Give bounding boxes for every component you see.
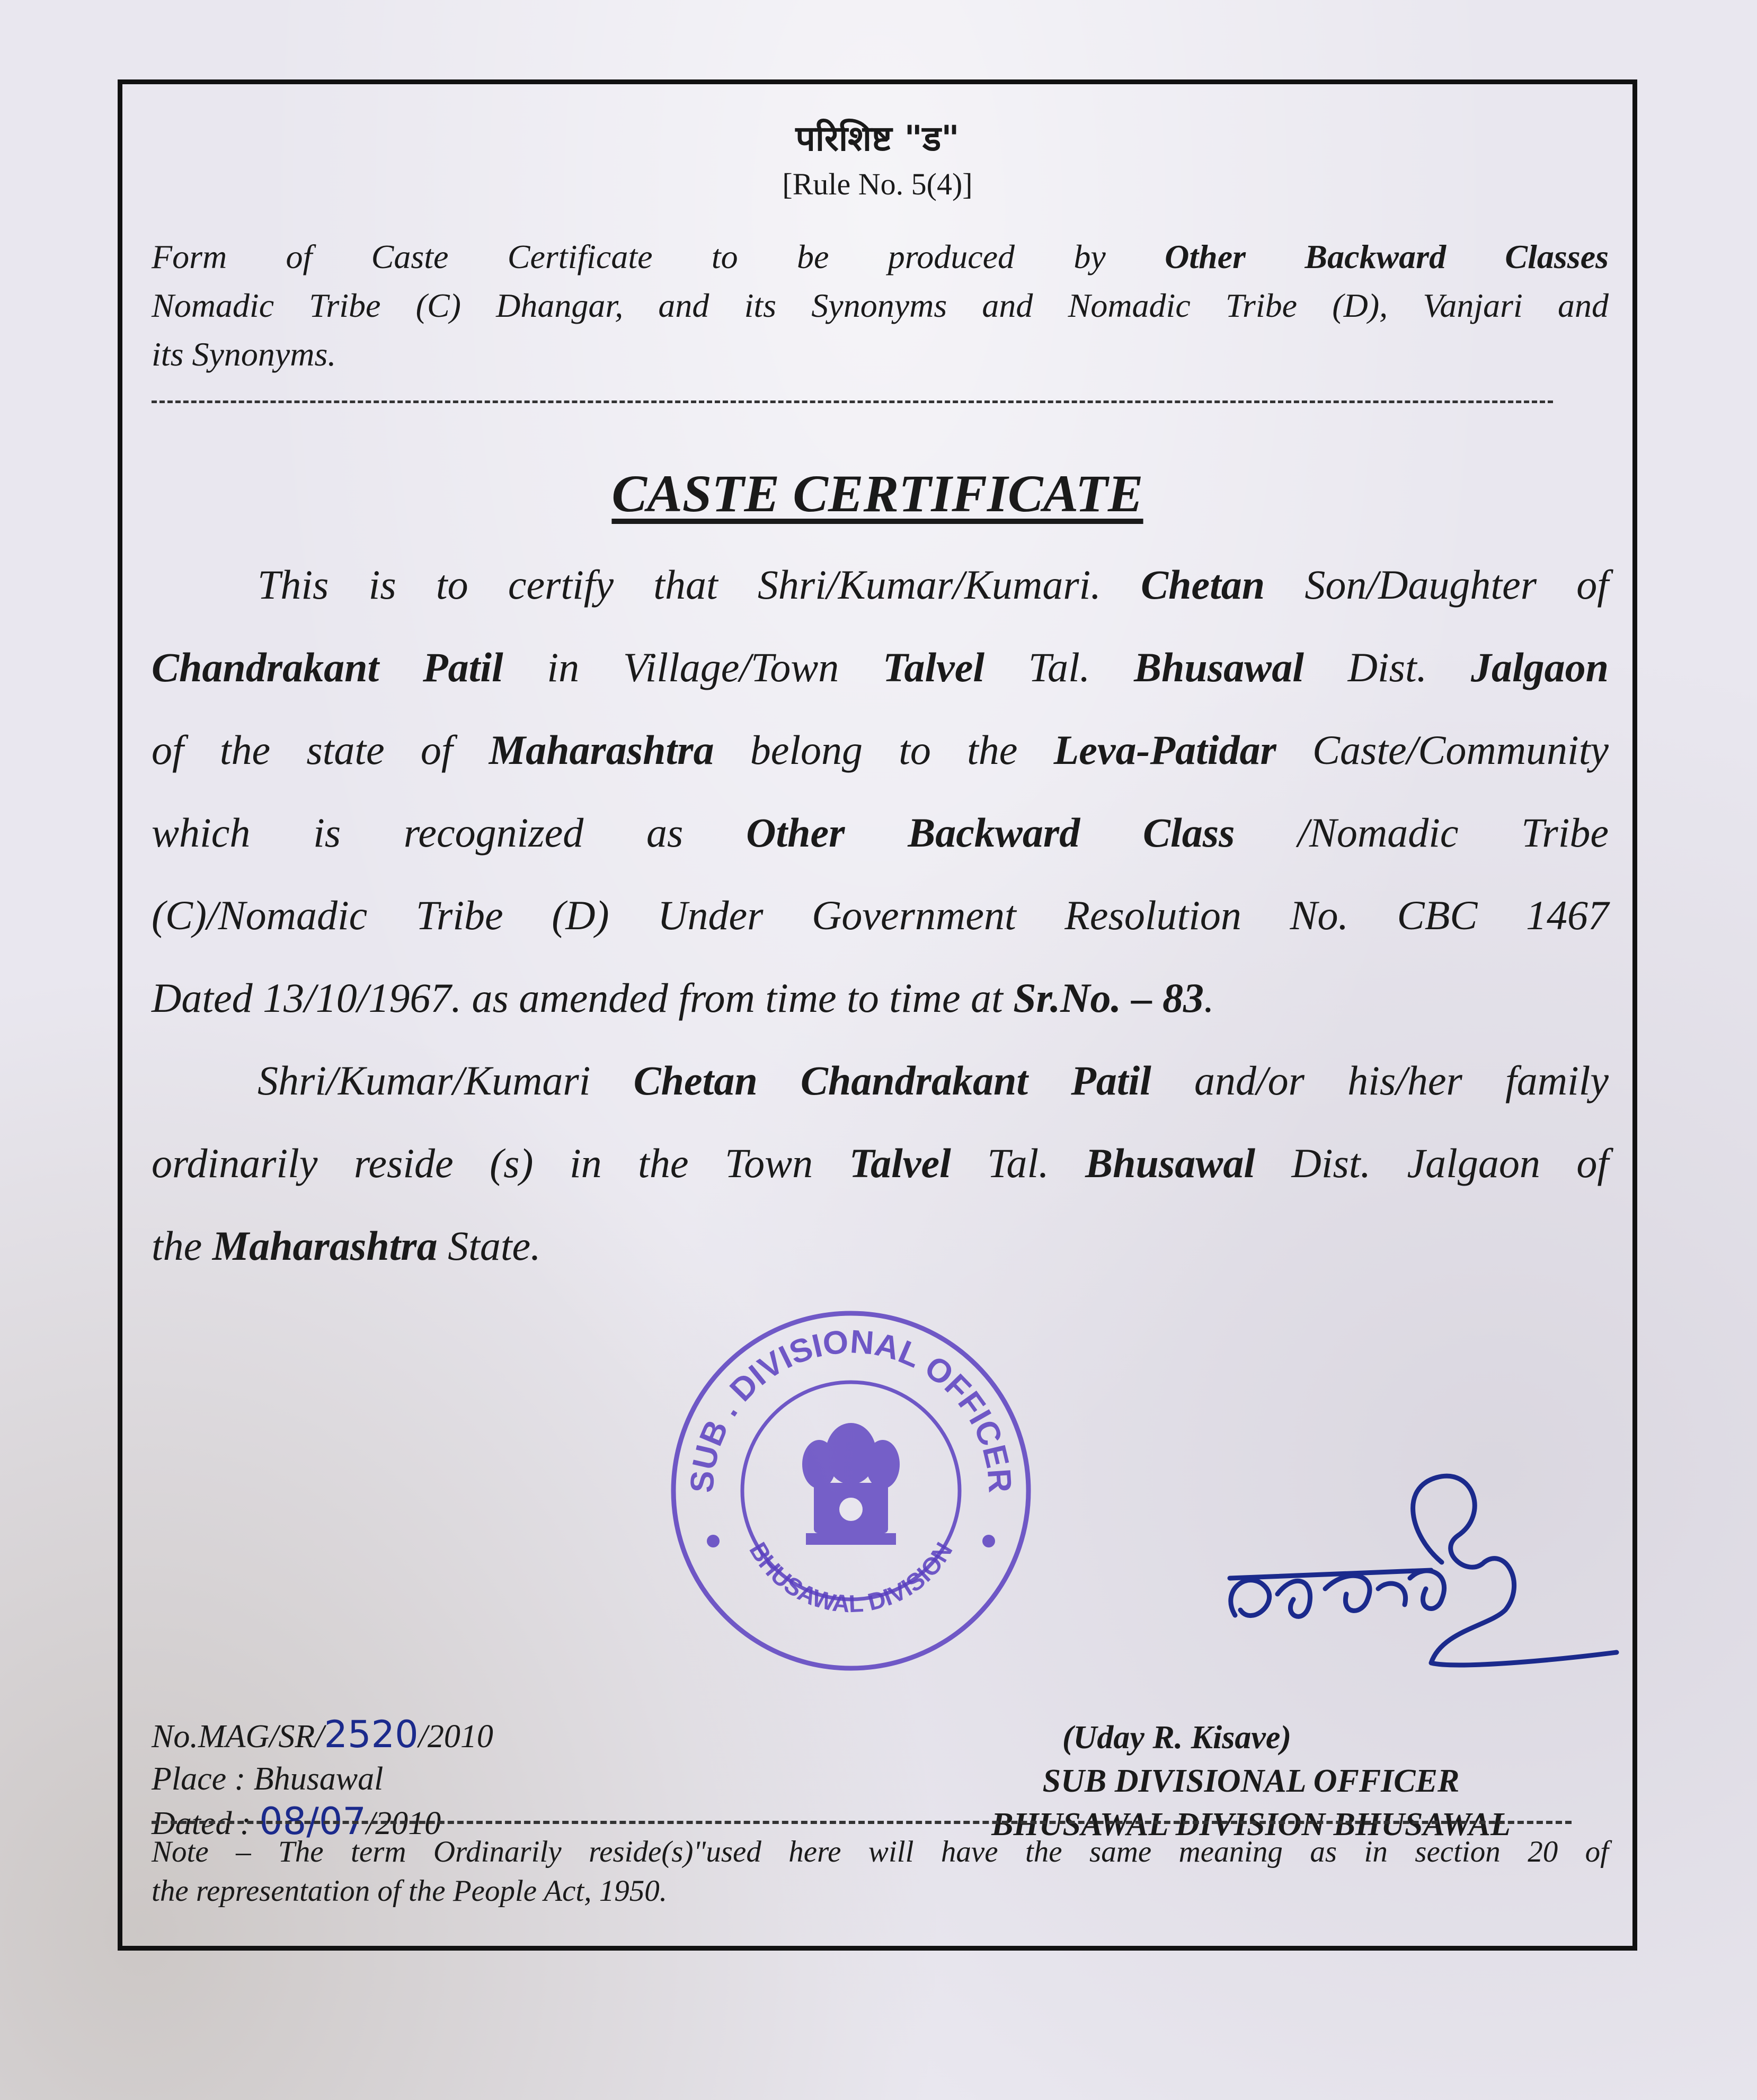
certificate-border	[118, 79, 1637, 1951]
body-text: .	[1204, 975, 1214, 1021]
reference-block	[152, 1713, 493, 1845]
form-description-line-1	[152, 233, 1609, 281]
serial-number: Sr.No. – 83	[1013, 975, 1204, 1021]
signatory-designation: SUB DIVISIONAL OFFICER	[1042, 1763, 1460, 1799]
father-name: Chandrakant Patil	[152, 644, 503, 690]
form-description-line-3: its Synonyms.	[152, 335, 336, 373]
body-text: and/or his/her family	[1151, 1057, 1609, 1104]
dated-handwritten: 08/07	[259, 1800, 366, 1843]
national-emblem-icon	[802, 1423, 900, 1545]
body-text: Tal.	[951, 1140, 1086, 1186]
certificate-title: CASTE CERTIFICATE	[611, 464, 1143, 523]
note-line-1: Note – The term Ordinarily reside(s)"used here will have the same meaning as in section 20 of	[152, 1835, 1609, 1868]
body-line-5	[152, 892, 1609, 939]
official-seal-stamp	[660, 1300, 1042, 1681]
category-name: Other Backward Class	[746, 809, 1235, 856]
appendix-title: परिशिष्ट "ड"	[795, 118, 960, 159]
body-text: in Village/Town	[503, 644, 883, 690]
state-name: Maharashtra	[212, 1223, 438, 1269]
body-text: Dist. Jalgaon of	[1255, 1140, 1609, 1186]
signature-image	[1187, 1456, 1622, 1679]
stamp-top-text: SUB . DIVISIONAL OFFICER	[684, 1323, 1018, 1494]
body-text: /Nomadic Tribe	[1235, 809, 1609, 856]
body-text: the	[152, 1223, 212, 1269]
certificate-body	[152, 561, 1609, 1303]
rule-number: [Rule No. 5(4)]	[782, 167, 973, 201]
reference-number-handwritten: 2520	[324, 1713, 419, 1756]
body-line-9	[152, 1222, 541, 1270]
body-line-3	[152, 726, 1609, 774]
form-description-bold: Other Backward Classes	[1165, 238, 1609, 275]
body-text: of the state of	[152, 727, 489, 773]
body-line-2	[152, 644, 1609, 691]
body-line-8	[152, 1140, 1609, 1187]
holder-full-name: Chetan Chandrakant Patil	[633, 1057, 1151, 1104]
body-text: Tal.	[984, 644, 1134, 690]
village-name: Talvel	[883, 644, 985, 690]
taluka-name: Bhusawal	[1085, 1140, 1255, 1186]
stamp-bottom-text: BHUSAWAL DIVISION	[744, 1537, 958, 1618]
header-divider	[152, 401, 1553, 403]
body-text: belong to the	[714, 727, 1054, 773]
body-text: Shri/Kumar/Kumari	[258, 1057, 634, 1104]
body-text: State.	[437, 1223, 541, 1269]
place-label: Place : Bhusawal	[152, 1761, 384, 1797]
body-line-1	[258, 561, 1609, 609]
body-text: ordinarily reside (s) in the Town	[152, 1140, 849, 1186]
town-name: Talvel	[849, 1140, 951, 1186]
form-description-line-2: Nomadic Tribe (C) Dhangar, and its Synonyms and Nomadic Tribe (D), Vanjari and	[152, 287, 1609, 324]
body-text: Caste/Community	[1276, 727, 1609, 773]
body-line-4	[152, 809, 1609, 857]
footer-divider	[152, 1821, 1572, 1824]
note-line-2: the representation of the People Act, 1950.	[152, 1874, 668, 1908]
body-text: Dist.	[1303, 644, 1471, 690]
body-line-7	[258, 1057, 1609, 1105]
note-block	[152, 1832, 1609, 1911]
signatory-name: (Uday R. Kisave)	[1062, 1720, 1292, 1756]
dated-prefix: Dated :	[152, 1805, 260, 1841]
state-name: Maharashtra	[489, 727, 714, 773]
body-line-6	[152, 974, 1214, 1022]
holder-first-name: Chetan	[1141, 562, 1265, 608]
reference-number-prefix: No.MAG/SR/	[152, 1719, 324, 1755]
body-text: This is to certify that Shri/Kumar/Kumari.	[258, 562, 1141, 608]
taluka-name: Bhusawal	[1134, 644, 1304, 690]
signatory-block	[912, 1716, 1590, 1846]
reference-number	[152, 1713, 493, 1758]
body-text: which is recognized as	[152, 809, 747, 856]
district-name: Jalgaon	[1470, 644, 1609, 690]
reference-number-suffix: /2010	[418, 1719, 493, 1755]
form-description	[152, 233, 1609, 379]
title-wrap	[122, 463, 1632, 524]
body-text: (C)/Nomadic Tribe (D) Under Government Resolution No. CBC 1467	[152, 892, 1609, 938]
dated-suffix: /2010	[366, 1805, 441, 1841]
form-description-text: Form of Caste Certificate to be produced by	[152, 238, 1165, 275]
body-text: Dated 13/10/1967. as amended from time to time at	[152, 975, 1014, 1021]
signatory-office: BHUSAWAL DIVISION BHUSAWAL	[991, 1807, 1511, 1843]
caste-name: Leva-Patidar	[1053, 727, 1276, 773]
body-text: Son/Daughter of	[1265, 562, 1609, 608]
